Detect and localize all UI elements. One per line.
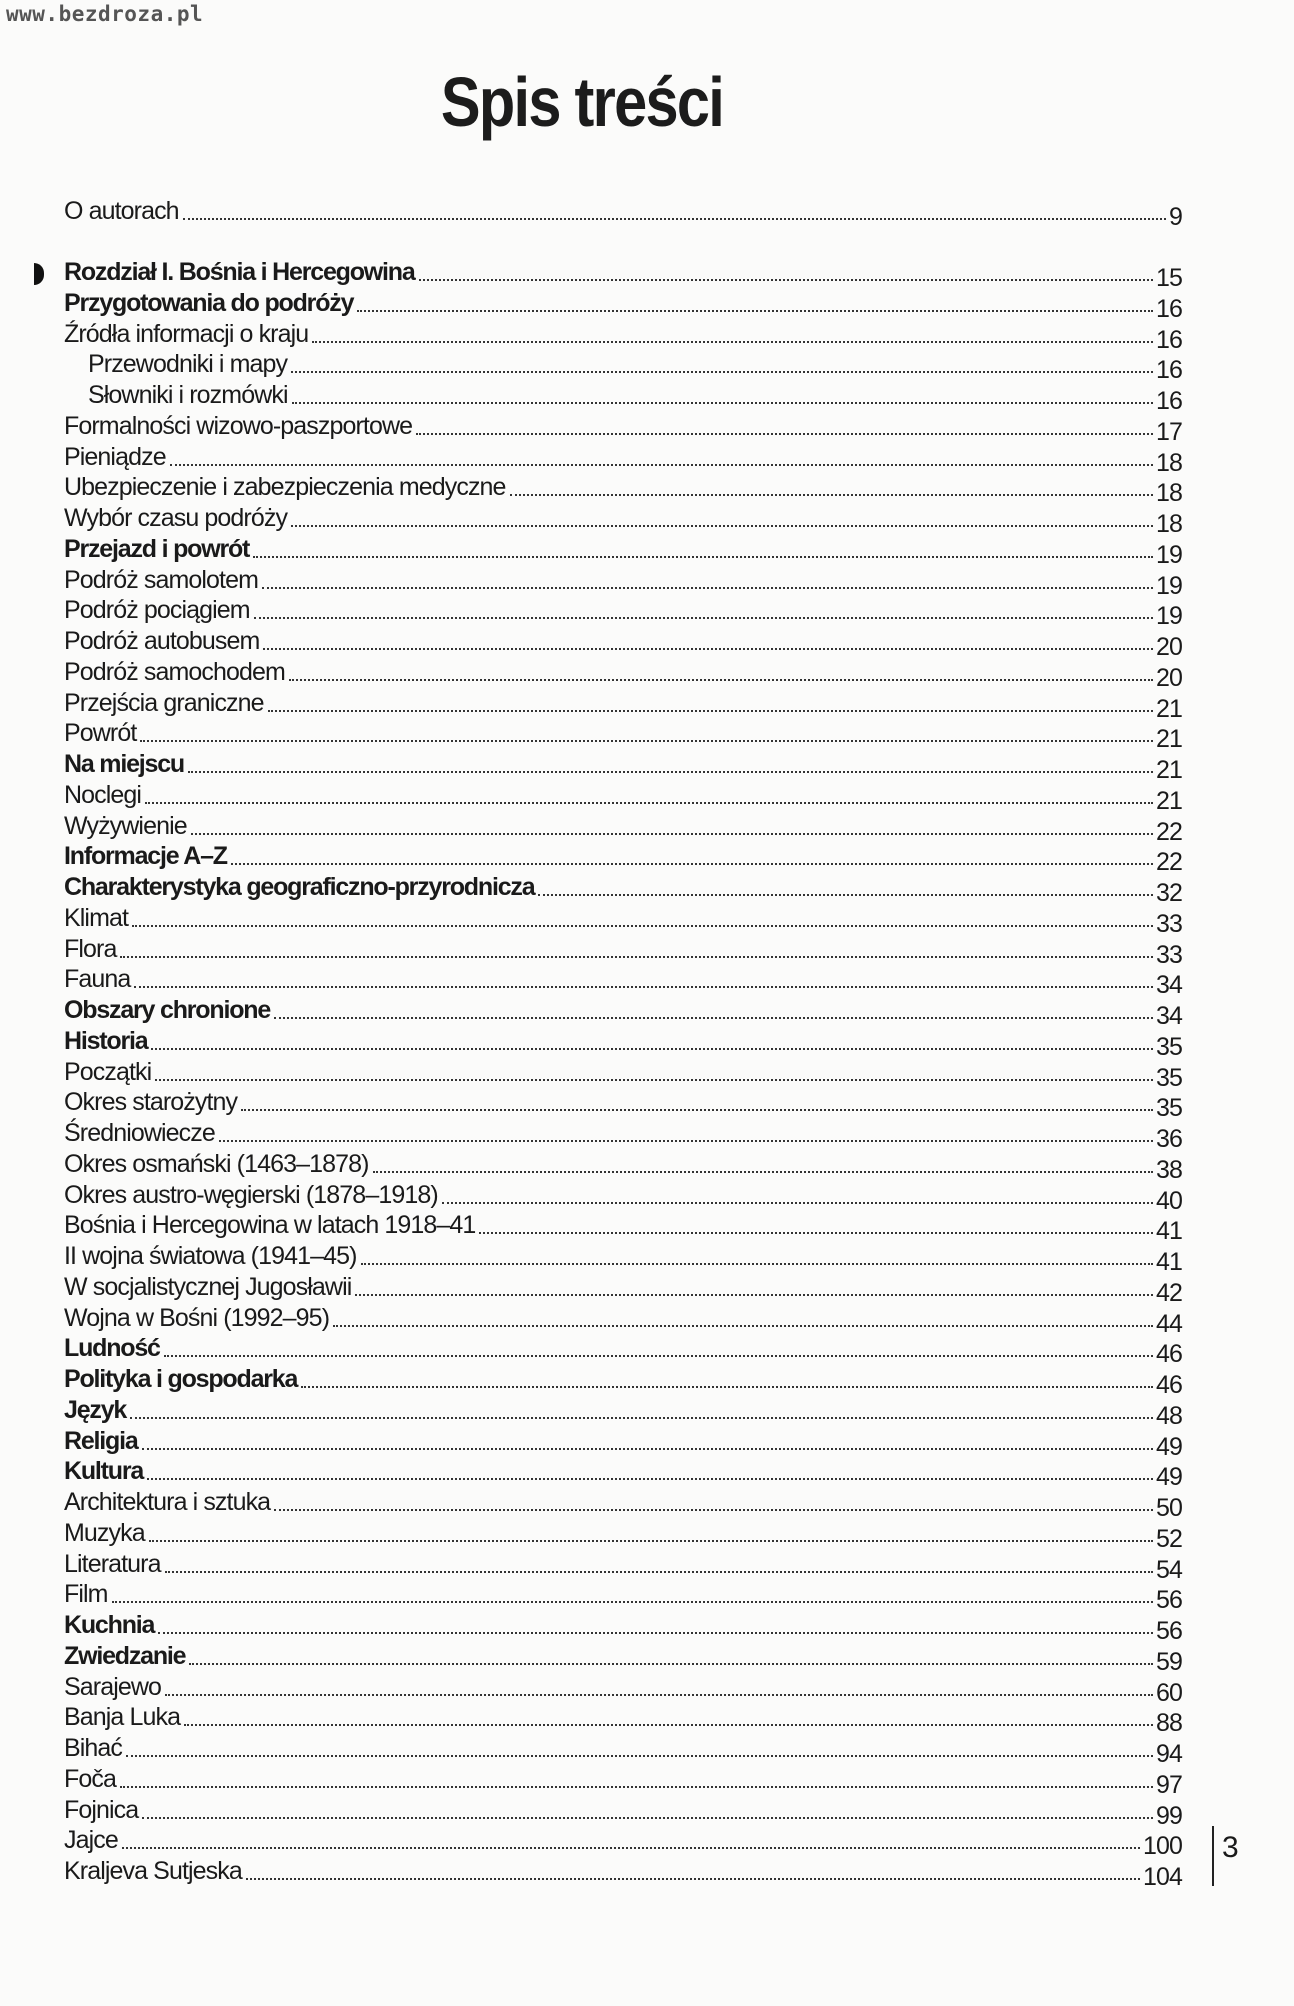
dot-leader bbox=[292, 402, 1153, 404]
toc-entry bbox=[64, 1610, 1182, 1645]
dot-leader bbox=[231, 863, 1153, 865]
toc-entry-page: 104 bbox=[1142, 1863, 1182, 1891]
toc-entry bbox=[64, 565, 1182, 600]
toc-entry-label: Okres osmański (1463–1878) bbox=[64, 1149, 369, 1178]
toc-entry-label: Religia bbox=[64, 1426, 138, 1455]
toc-entry-label: Klimat bbox=[64, 903, 129, 932]
toc-entry bbox=[64, 1426, 1182, 1461]
dot-leader bbox=[301, 1386, 1153, 1388]
toc-entry-label: Literatura bbox=[64, 1549, 161, 1578]
toc-entry-label: Okres austro-węgierski (1878–1918) bbox=[64, 1180, 438, 1209]
toc-entry bbox=[64, 1087, 1182, 1123]
toc-entry-label: Historia bbox=[64, 1026, 148, 1055]
toc-entry-label: Podróż samolotem bbox=[64, 565, 259, 594]
toc-entry-label: Banja Luka bbox=[64, 1703, 181, 1732]
toc-entry-page: 16 bbox=[1155, 294, 1182, 323]
toc-entry-label: Rozdział I. Bośnia i Hercegowina bbox=[64, 258, 415, 286]
dot-leader bbox=[333, 1325, 1153, 1327]
toc-entry-page: 42 bbox=[1155, 1278, 1182, 1307]
dot-leader bbox=[373, 1171, 1153, 1173]
toc-entry-page: 16 bbox=[1155, 325, 1182, 354]
toc-entry bbox=[64, 657, 1182, 692]
toc-entry-label: Film bbox=[64, 1580, 108, 1609]
toc-entry-page: 44 bbox=[1155, 1309, 1182, 1338]
toc-entry-page: 9 bbox=[1168, 203, 1182, 231]
dot-leader bbox=[262, 587, 1153, 589]
dot-leader bbox=[361, 1263, 1153, 1265]
toc-entry-label: Podróż pociągiem bbox=[64, 596, 250, 625]
toc-entry-label: Powrót bbox=[64, 719, 137, 748]
toc-entry-page: 49 bbox=[1155, 1432, 1182, 1461]
toc-entry bbox=[64, 503, 1182, 538]
dot-leader bbox=[140, 740, 1153, 742]
dot-leader bbox=[120, 1786, 1153, 1788]
dot-leader bbox=[170, 464, 1153, 466]
toc-entry-page: 33 bbox=[1155, 909, 1182, 938]
toc-entry bbox=[64, 1764, 1182, 1799]
toc-entry-page: 56 bbox=[1155, 1617, 1182, 1645]
toc-entry-label: Na miejscu bbox=[64, 750, 185, 778]
toc-entry-label: Średniowiecze bbox=[64, 1119, 215, 1147]
toc-entry-page: 22 bbox=[1155, 817, 1182, 846]
toc-entry bbox=[64, 903, 1182, 938]
toc-entry-label: Zwiedzanie bbox=[64, 1641, 186, 1670]
toc-entry bbox=[64, 380, 1182, 415]
toc-entry-label: Foča bbox=[64, 1764, 116, 1793]
toc-entry bbox=[64, 1672, 1182, 1707]
dot-leader bbox=[241, 1109, 1153, 1111]
toc-entry bbox=[64, 442, 1182, 477]
toc-entry bbox=[64, 688, 1182, 723]
toc-entry bbox=[64, 780, 1182, 815]
toc-entry bbox=[64, 1702, 1182, 1738]
toc-entry-page: 35 bbox=[1155, 1063, 1182, 1092]
toc-entry-page: 21 bbox=[1155, 694, 1182, 723]
dot-leader bbox=[274, 1017, 1153, 1019]
toc-entry-page: 20 bbox=[1155, 633, 1182, 661]
toc-entry-label: Wyżywienie bbox=[64, 811, 187, 840]
toc-entry-label: Źródła informacji o kraju bbox=[64, 319, 309, 348]
toc-entry-page: 15 bbox=[1155, 264, 1182, 292]
dot-leader bbox=[268, 710, 1153, 712]
toc-entry-page: 34 bbox=[1155, 971, 1182, 1000]
toc-entry bbox=[64, 319, 1182, 354]
dot-leader bbox=[274, 1509, 1153, 1511]
dot-leader bbox=[416, 433, 1153, 435]
toc-entry bbox=[64, 1733, 1182, 1768]
dot-leader bbox=[291, 525, 1153, 527]
toc-entry-page: 21 bbox=[1155, 756, 1182, 784]
toc-entry bbox=[64, 1272, 1182, 1307]
toc-entry-page: 18 bbox=[1155, 479, 1182, 508]
toc-entry bbox=[64, 1057, 1182, 1092]
toc-entry bbox=[64, 472, 1182, 508]
toc-entry-label: Formalności wizowo-paszportowe bbox=[64, 411, 413, 440]
dot-leader bbox=[510, 494, 1153, 496]
toc-entry bbox=[64, 1333, 1182, 1369]
dot-leader bbox=[219, 1140, 1153, 1142]
dot-leader bbox=[165, 1571, 1153, 1573]
publisher-url: www.bezdroza.pl bbox=[6, 2, 204, 26]
toc-entry-page: 18 bbox=[1155, 448, 1182, 477]
toc-entry-label: Ubezpieczenie i zabezpieczenia medyczne bbox=[64, 473, 506, 502]
dot-leader bbox=[112, 1601, 1153, 1603]
toc-entry-label: Ludność bbox=[64, 1334, 160, 1363]
toc-entry-page: 18 bbox=[1155, 510, 1182, 538]
toc-entry-label: Kuchnia bbox=[64, 1611, 155, 1639]
toc-entry-label: Przejazd i powrót bbox=[64, 534, 250, 563]
toc-entry-page: 50 bbox=[1155, 1494, 1182, 1522]
toc-entry bbox=[64, 257, 1182, 292]
toc-entry-page: 21 bbox=[1155, 786, 1182, 815]
toc-entry-page: 52 bbox=[1155, 1524, 1182, 1553]
toc-entry-label: Słowniki i rozmówki bbox=[88, 381, 288, 409]
toc-entry bbox=[64, 595, 1182, 631]
dot-leader bbox=[246, 1878, 1140, 1880]
dot-leader bbox=[189, 1663, 1153, 1665]
dot-leader bbox=[419, 279, 1153, 281]
toc-entry-label: Pieniądze bbox=[64, 442, 166, 471]
dot-leader bbox=[188, 771, 1153, 773]
toc-entry bbox=[64, 1118, 1182, 1153]
dot-leader bbox=[442, 1202, 1153, 1204]
dot-leader bbox=[312, 341, 1153, 343]
page-title: Spis treści bbox=[440, 63, 724, 141]
toc-entry-label: Kultura bbox=[64, 1457, 144, 1486]
toc-entry bbox=[64, 718, 1182, 754]
toc-entry-label: Bihać bbox=[64, 1734, 123, 1762]
dot-leader bbox=[122, 1847, 1140, 1849]
toc-entry bbox=[64, 749, 1182, 784]
dot-leader bbox=[120, 956, 1153, 958]
toc-entry bbox=[64, 1456, 1182, 1492]
toc-entry bbox=[64, 1364, 1182, 1399]
dot-leader bbox=[142, 1448, 1153, 1450]
dot-leader bbox=[183, 218, 1166, 220]
toc-entry bbox=[64, 841, 1182, 877]
toc-entry-label: Charakterystyka geograficzno-przyrodnicza bbox=[64, 873, 535, 901]
toc-entry-label: Wojna w Bośni (1992–95) bbox=[64, 1303, 330, 1332]
toc-entry-page: 88 bbox=[1155, 1709, 1182, 1738]
toc-entry-label: Architektura i sztuka bbox=[64, 1488, 271, 1516]
dot-leader bbox=[191, 833, 1153, 835]
toc-entry-page: 38 bbox=[1155, 1155, 1182, 1184]
toc-entry-label: Obszary chronione bbox=[64, 996, 271, 1024]
dot-leader bbox=[289, 679, 1153, 681]
toc-entry bbox=[64, 1825, 1182, 1861]
dot-leader bbox=[184, 1724, 1153, 1726]
toc-entry-label: Muzyka bbox=[64, 1518, 145, 1547]
toc-entry-page: 100 bbox=[1142, 1832, 1182, 1861]
toc-entry-page: 41 bbox=[1155, 1217, 1182, 1246]
toc-entry-label: W socjalistycznej Jugosławii bbox=[64, 1272, 352, 1301]
toc-entry bbox=[64, 1549, 1182, 1584]
dot-leader bbox=[126, 1755, 1153, 1757]
dot-leader bbox=[147, 1478, 1153, 1480]
toc-entry bbox=[64, 1149, 1182, 1184]
toc-entry-label: Sarajewo bbox=[64, 1672, 162, 1701]
toc-entry bbox=[64, 1518, 1182, 1553]
toc-entry-page: 60 bbox=[1155, 1678, 1182, 1707]
toc-entry-page: 46 bbox=[1155, 1340, 1182, 1369]
toc-entry-page: 35 bbox=[1155, 1032, 1182, 1061]
toc-entry bbox=[64, 1026, 1182, 1061]
toc-entry-page: 19 bbox=[1155, 540, 1182, 569]
dot-leader bbox=[165, 1694, 1153, 1696]
toc-entry-page: 40 bbox=[1155, 1186, 1182, 1215]
toc-entry-label: Przejścia graniczne bbox=[64, 688, 264, 717]
toc-entry-page: 94 bbox=[1155, 1740, 1182, 1768]
toc-entry-page: 20 bbox=[1155, 663, 1182, 692]
toc-entry bbox=[64, 1303, 1182, 1338]
toc-entry-label: O autorach bbox=[64, 197, 179, 225]
dot-leader bbox=[538, 894, 1153, 896]
toc-entry-label: Początki bbox=[64, 1057, 152, 1086]
dot-leader bbox=[254, 617, 1153, 619]
toc-entry bbox=[64, 411, 1182, 446]
toc-entry-label: Fojnica bbox=[64, 1795, 139, 1824]
toc-entry-page: 22 bbox=[1155, 848, 1182, 877]
toc-entry-page: 56 bbox=[1155, 1586, 1182, 1615]
toc-entry-label: Kraljeva Sutjeska bbox=[64, 1857, 242, 1885]
toc-entry-page: 16 bbox=[1155, 387, 1182, 415]
toc-entry-page: 41 bbox=[1155, 1248, 1182, 1276]
dot-leader bbox=[145, 802, 1153, 804]
dot-leader bbox=[149, 1540, 1153, 1542]
toc-entry bbox=[64, 934, 1182, 969]
toc-entry bbox=[64, 1641, 1182, 1676]
dot-leader bbox=[142, 1817, 1153, 1819]
toc-entry bbox=[64, 1395, 1182, 1430]
toc-entry-label: Podróż autobusem bbox=[64, 627, 260, 655]
toc-entry-page: 97 bbox=[1155, 1770, 1182, 1799]
toc-entry-label: Przygotowania do podróży bbox=[64, 288, 354, 317]
toc-entry-label: Polityka i gospodarka bbox=[64, 1365, 298, 1393]
toc-entry-page: 36 bbox=[1155, 1125, 1182, 1153]
toc-entry bbox=[64, 1210, 1182, 1246]
dot-leader bbox=[155, 1079, 1153, 1081]
toc-entry bbox=[64, 626, 1182, 661]
toc-entry bbox=[64, 1487, 1182, 1522]
dot-leader bbox=[130, 1417, 1153, 1419]
toc-entry-label: Noclegi bbox=[64, 780, 142, 809]
toc-entry-label: Okres starożytny bbox=[64, 1088, 238, 1117]
toc-entry bbox=[64, 1795, 1182, 1830]
chapter-marker-icon bbox=[34, 263, 44, 285]
toc-entry bbox=[64, 995, 1182, 1030]
toc-entry bbox=[64, 811, 1182, 846]
toc-entry-page: 32 bbox=[1155, 879, 1182, 907]
toc-entry-page: 21 bbox=[1155, 725, 1182, 754]
toc-entry-page: 19 bbox=[1155, 571, 1182, 600]
dot-leader bbox=[355, 1294, 1153, 1296]
toc-entry-page: 34 bbox=[1155, 1002, 1182, 1030]
toc-entry bbox=[64, 534, 1182, 569]
dot-leader bbox=[158, 1632, 1153, 1634]
toc-entry-label: Informacje A–Z bbox=[64, 842, 227, 871]
toc-entry-label: Jajce bbox=[64, 1826, 118, 1855]
toc-entry bbox=[64, 964, 1182, 1000]
toc-entry bbox=[64, 349, 1182, 385]
toc-entry-page: 19 bbox=[1155, 602, 1182, 631]
toc-entry-label: Podróż samochodem bbox=[64, 657, 285, 686]
toc-entry-page: 48 bbox=[1155, 1401, 1182, 1430]
toc-entry-label: Flora bbox=[64, 934, 117, 963]
toc-entry-page: 33 bbox=[1155, 940, 1182, 969]
dot-leader bbox=[132, 925, 1153, 927]
toc-entry-label: Język bbox=[64, 1395, 127, 1424]
toc-entry-label: II wojna światowa (1941–45) bbox=[64, 1242, 357, 1270]
toc-entry bbox=[64, 872, 1182, 907]
toc-entry-page: 99 bbox=[1155, 1801, 1182, 1830]
toc-entry bbox=[64, 1241, 1182, 1276]
toc-entry-label: Wybór czasu podróży bbox=[64, 504, 288, 532]
toc-entry bbox=[64, 1180, 1182, 1215]
dot-leader bbox=[134, 986, 1153, 988]
toc-entry bbox=[64, 1856, 1182, 1891]
toc-entry-page: 49 bbox=[1155, 1463, 1182, 1492]
dot-leader bbox=[357, 310, 1153, 312]
toc-entry-page: 35 bbox=[1155, 1094, 1182, 1123]
toc-entry bbox=[64, 1579, 1182, 1615]
toc-entry-page: 17 bbox=[1155, 417, 1182, 446]
toc-entry-label: Bośnia i Hercegowina w latach 1918–41 bbox=[64, 1211, 476, 1240]
dot-leader bbox=[151, 1048, 1153, 1050]
toc-entry-page: 46 bbox=[1155, 1371, 1182, 1399]
toc-entry-page: 16 bbox=[1155, 356, 1182, 385]
dot-leader bbox=[479, 1232, 1153, 1234]
toc-entry-page: 59 bbox=[1155, 1647, 1182, 1676]
toc-entry bbox=[64, 288, 1182, 323]
toc-entry-label: Fauna bbox=[64, 965, 131, 994]
dot-leader bbox=[164, 1355, 1153, 1357]
toc-entry-page: 54 bbox=[1155, 1555, 1182, 1584]
dot-leader bbox=[253, 556, 1153, 558]
dot-leader bbox=[263, 648, 1153, 650]
page-number: 3 bbox=[1212, 1826, 1239, 1886]
toc-entry-label: Przewodniki i mapy bbox=[88, 350, 288, 379]
dot-leader bbox=[291, 371, 1153, 373]
toc-entry bbox=[64, 196, 1182, 231]
